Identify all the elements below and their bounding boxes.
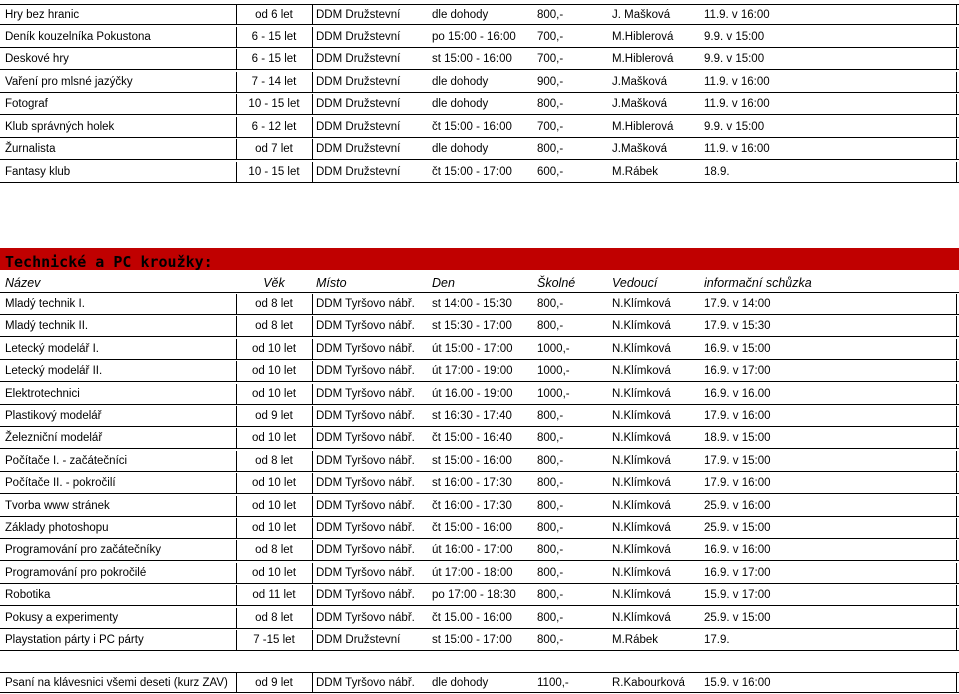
pc-row-cell-0: Základy photoshopu — [5, 522, 109, 534]
pc-row-cell-1: od 10 let — [251, 343, 297, 355]
last-row-cell-5: R.Kabourková — [612, 677, 685, 689]
pc-row-cell-1: od 10 let — [251, 432, 297, 444]
column-divider — [312, 27, 313, 47]
top-row-cell-6: 11.9. v 16:00 — [704, 98, 770, 110]
column-divider — [236, 361, 237, 381]
top-row-cell-0: Vaření pro mlsné jazýčky — [5, 76, 133, 88]
column-header-row — [0, 272, 959, 293]
pc-row-cell-0: Plastikový modelář — [5, 410, 102, 422]
pc-row-cell-6: 16.9. v 17:00 — [704, 365, 771, 377]
pc-row-cell-4: 800,- — [537, 477, 564, 489]
column-divider — [312, 540, 313, 560]
table-row — [0, 608, 959, 629]
pc-row-cell-5: N.Klímková — [612, 388, 671, 400]
column-divider — [956, 384, 957, 404]
pc-row-cell-6: 17.9. v 14:00 — [704, 298, 771, 310]
top-row-cell-0: Fotograf — [5, 98, 48, 110]
pc-row-cell-6: 16.9. v 17:00 — [704, 567, 771, 579]
pc-row-cell-5: N.Klímková — [612, 455, 671, 467]
pc-row-cell-4: 800,- — [537, 298, 564, 310]
column-divider — [236, 72, 237, 92]
pc-row-cell-2: DDM Tyršovo nábř. — [316, 388, 415, 400]
pc-row-cell-3: út 15:00 - 17:00 — [432, 343, 513, 355]
pc-row-cell-6: 17.9. v 15:00 — [704, 455, 771, 467]
column-divider — [236, 563, 237, 583]
top-row-cell-1: 6 - 15 let — [251, 53, 297, 65]
column-divider — [956, 339, 957, 359]
table-row — [0, 4, 959, 25]
column-divider — [312, 94, 313, 114]
column-divider — [956, 361, 957, 381]
pc-row-cell-3: út 17:00 - 18:00 — [432, 567, 513, 579]
pc-row-cell-5: N.Klímková — [612, 298, 671, 310]
column-divider — [956, 117, 957, 137]
pc-row-cell-6: 17.9. v 16:00 — [704, 410, 771, 422]
pc-row-cell-3: st 16:30 - 17:40 — [432, 410, 512, 422]
pc-row-cell-2: DDM Tyršovo nábř. — [316, 432, 415, 444]
top-row-cell-1: od 7 let — [255, 143, 293, 155]
pc-row-cell-0: Tvorba www stránek — [5, 500, 110, 512]
column-divider — [312, 406, 313, 426]
pc-row-cell-1: od 10 let — [251, 388, 297, 400]
top-row-cell-6: 11.9. v 16:00 — [704, 143, 770, 155]
top-row-cell-6: 18.9. — [704, 166, 730, 178]
column-divider — [956, 27, 957, 47]
table-row — [0, 384, 959, 405]
pc-row-cell-5: N.Klímková — [612, 544, 671, 556]
pc-row-cell-6: 17.9. v 15:30 — [704, 320, 771, 332]
top-row-cell-2: DDM Družstevní — [316, 31, 401, 43]
column-divider — [236, 339, 237, 359]
pc-row-cell-2: DDM Tyršovo nábř. — [316, 365, 415, 377]
column-divider — [236, 94, 237, 114]
pc-row-cell-1: od 10 let — [251, 567, 297, 579]
column-divider — [236, 585, 237, 605]
column-divider — [312, 608, 313, 628]
top-row-cell-3: dle dohody — [432, 9, 489, 21]
pc-row-cell-4: 800,- — [537, 567, 564, 579]
top-row-cell-2: DDM Družstevní — [316, 121, 401, 133]
pc-row-cell-0: Playstation párty i PC párty — [5, 634, 144, 646]
top-row-cell-6: 11.9. v 16:00 — [704, 76, 770, 88]
pc-row-cell-3: po 17:00 - 18:30 — [432, 589, 516, 601]
top-row-cell-2: DDM Družstevní — [316, 143, 401, 155]
column-divider — [956, 563, 957, 583]
pc-row-cell-2: DDM Tyršovo nábř. — [316, 298, 415, 310]
column-divider — [312, 563, 313, 583]
column-divider — [956, 518, 957, 538]
pc-row-cell-4: 800,- — [537, 410, 564, 422]
column-divider — [956, 673, 957, 692]
pc-row-cell-5: M.Rábek — [612, 634, 659, 646]
column-divider — [236, 473, 237, 493]
top-row-cell-5: J. Mašková — [612, 9, 671, 21]
pc-row-cell-6: 17.9. v 16:00 — [704, 477, 771, 489]
table-row — [0, 162, 959, 183]
last-row-cell-1: od 9 let — [255, 677, 293, 689]
pc-row-cell-2: DDM Tyršovo nábř. — [316, 477, 415, 489]
column-divider — [956, 5, 957, 24]
pc-row-cell-5: N.Klímková — [612, 477, 671, 489]
pc-row-cell-5: N.Klímková — [612, 410, 671, 422]
column-divider — [956, 139, 957, 159]
top-row-cell-1: 10 - 15 let — [248, 98, 300, 110]
top-row-cell-5: J.Mašková — [612, 98, 667, 110]
pc-row-cell-0: Elektrotechnici — [5, 388, 80, 400]
column-divider — [956, 162, 957, 182]
column-divider — [956, 406, 957, 426]
pc-row-cell-3: st 15:30 - 17:00 — [432, 320, 512, 332]
pc-row-cell-5: N.Klímková — [612, 365, 671, 377]
top-row-cell-5: M.Hiblerová — [612, 121, 674, 133]
pc-row-cell-6: 17.9. — [704, 634, 730, 646]
pc-row-cell-2: DDM Tyršovo nábř. — [316, 455, 415, 467]
column-divider — [236, 27, 237, 47]
top-row-cell-1: 6 - 15 let — [251, 31, 297, 43]
table-row — [0, 563, 959, 584]
pc-row-cell-6: 25.9. v 16:00 — [704, 500, 771, 512]
pc-row-cell-1: od 10 let — [251, 365, 297, 377]
last-row-cell-0: Psaní na klávesnici všemi deseti (kurz ZAV) — [5, 677, 228, 689]
top-row-cell-0: Deník kouzelníka Pokustona — [5, 31, 151, 43]
table-row — [0, 451, 959, 472]
top-row-cell-6: 9.9. v 15:00 — [704, 121, 765, 133]
table-row — [0, 518, 959, 539]
column-divider — [236, 673, 237, 692]
pc-row-cell-4: 1000,- — [537, 388, 570, 400]
pc-row-cell-0: Programování pro pokročilé — [5, 567, 147, 579]
top-row-cell-4: 900,- — [537, 76, 564, 88]
column-divider — [312, 473, 313, 493]
pc-row-cell-0: Mladý technik II. — [5, 320, 89, 332]
column-divider — [956, 294, 957, 314]
top-row-cell-3: čt 15:00 - 16:00 — [432, 121, 512, 133]
top-row-cell-5: J.Mašková — [612, 76, 667, 88]
pc-row-cell-1: od 8 let — [255, 455, 293, 467]
column-divider — [312, 139, 313, 159]
pc-row-cell-3: st 15:00 - 16:00 — [432, 455, 512, 467]
top-row-cell-2: DDM Družstevní — [316, 98, 401, 110]
pc-row-cell-5: N.Klímková — [612, 567, 671, 579]
column-divider — [312, 451, 313, 471]
column-divider — [956, 608, 957, 628]
top-row-cell-4: 700,- — [537, 31, 564, 43]
pc-row-cell-5: N.Klímková — [612, 589, 671, 601]
top-row-cell-4: 600,- — [537, 166, 564, 178]
pc-row-cell-0: Programování pro začátečníky — [5, 544, 161, 556]
pc-row-cell-4: 800,- — [537, 589, 564, 601]
pc-row-cell-3: čt 16:00 - 17:30 — [432, 500, 512, 512]
column-divider — [236, 540, 237, 560]
column-divider — [956, 585, 957, 605]
table-row — [0, 473, 959, 494]
table-row — [0, 339, 959, 360]
pc-row-cell-2: DDM Tyršovo nábř. — [316, 589, 415, 601]
table-row — [0, 294, 959, 315]
column-divider — [312, 361, 313, 381]
column-divider — [236, 384, 237, 404]
column-divider — [312, 294, 313, 314]
column-divider — [312, 428, 313, 448]
column-divider — [956, 94, 957, 114]
table-row — [0, 49, 959, 70]
pc-row-cell-4: 1000,- — [537, 365, 570, 377]
pc-row-cell-0: Robotika — [5, 589, 51, 601]
column-divider — [312, 630, 313, 650]
column-divider — [956, 630, 957, 650]
pc-row-cell-5: N.Klímková — [612, 500, 671, 512]
last-row-cell-2: DDM Tyršovo nábř. — [316, 677, 415, 689]
top-row-cell-0: Deskové hry — [5, 53, 69, 65]
table-row — [0, 361, 959, 382]
pc-row-cell-0: Počítače I. - začátečníci — [5, 455, 128, 467]
pc-row-cell-6: 25.9. v 15:00 — [704, 522, 771, 534]
top-row-cell-4: 800,- — [537, 9, 564, 21]
top-row-cell-0: Klub správných holek — [5, 121, 115, 133]
pc-row-cell-2: DDM Tyršovo nábř. — [316, 522, 415, 534]
top-row-cell-5: M.Hiblerová — [612, 31, 674, 43]
column-divider — [236, 428, 237, 448]
table-row — [0, 316, 959, 337]
pc-row-cell-6: 15.9. v 17:00 — [704, 589, 771, 601]
pc-row-cell-1: od 10 let — [251, 500, 297, 512]
column-divider — [236, 496, 237, 516]
column-divider — [312, 316, 313, 336]
pc-row-cell-0: Letecký modelář II. — [5, 365, 103, 377]
table-row — [0, 94, 959, 115]
top-row-cell-1: 10 - 15 let — [248, 166, 300, 178]
pc-row-cell-0: Pokusy a experimenty — [5, 612, 119, 624]
column-header: Školné — [537, 276, 576, 290]
pc-row-cell-2: DDM Tyršovo nábř. — [316, 544, 415, 556]
top-row-cell-5: M.Rábek — [612, 166, 659, 178]
column-divider — [956, 316, 957, 336]
table-row — [0, 540, 959, 561]
table-row — [0, 27, 959, 48]
pc-row-cell-5: N.Klímková — [612, 343, 671, 355]
pc-row-cell-2: DDM Tyršovo nábř. — [316, 410, 415, 422]
pc-row-cell-1: 7 -15 let — [253, 634, 295, 646]
top-row-cell-2: DDM Družstevní — [316, 76, 401, 88]
pc-row-cell-6: 18.9. v 15:00 — [704, 432, 771, 444]
column-divider — [956, 428, 957, 448]
pc-row-cell-0: Mladý technik I. — [5, 298, 85, 310]
pc-row-cell-6: 16.9. v 16.00 — [704, 388, 771, 400]
pc-row-cell-2: DDM Tyršovo nábř. — [316, 567, 415, 579]
pc-row-cell-4: 800,- — [537, 634, 564, 646]
pc-row-cell-3: čt 15:00 - 16:40 — [432, 432, 512, 444]
last-row-cell-3: dle dohody — [432, 677, 489, 689]
column-header: informační schůzka — [704, 276, 812, 290]
column-divider — [312, 496, 313, 516]
pc-row-cell-3: út 16:00 - 17:00 — [432, 544, 513, 556]
top-row-cell-0: Fantasy klub — [5, 166, 71, 178]
pc-row-cell-1: od 9 let — [255, 410, 293, 422]
top-row-cell-1: 7 - 14 let — [251, 76, 297, 88]
pc-row-cell-0: Počítače II. - pokročilí — [5, 477, 116, 489]
table-row — [0, 139, 959, 160]
section-title: Technické a PC kroužky: — [5, 253, 213, 271]
column-divider — [236, 316, 237, 336]
last-row-cell-4: 1100,- — [537, 677, 569, 689]
column-header: Věk — [263, 276, 285, 290]
column-divider — [236, 608, 237, 628]
top-row-cell-2: DDM Družstevní — [316, 9, 401, 21]
table-row — [0, 428, 959, 449]
table-row — [0, 72, 959, 93]
pc-row-cell-4: 800,- — [537, 612, 564, 624]
pc-row-cell-4: 1000,- — [537, 343, 570, 355]
column-divider — [956, 72, 957, 92]
pc-row-cell-3: út 17:00 - 19:00 — [432, 365, 513, 377]
table-row — [0, 585, 959, 606]
column-divider — [956, 496, 957, 516]
top-row-cell-3: po 15:00 - 16:00 — [432, 31, 516, 43]
column-divider — [312, 673, 313, 692]
top-row-cell-3: dle dohody — [432, 143, 489, 155]
pc-row-cell-6: 16.9. v 15:00 — [704, 343, 771, 355]
top-row-cell-3: dle dohody — [432, 76, 489, 88]
top-row-cell-1: od 6 let — [255, 9, 293, 21]
column-divider — [236, 294, 237, 314]
column-divider — [312, 72, 313, 92]
pc-row-cell-3: čt 15.00 - 16:00 — [432, 612, 512, 624]
pc-row-cell-4: 800,- — [537, 320, 564, 332]
column-header: Den — [432, 276, 455, 290]
table-row — [0, 672, 959, 693]
pc-row-cell-1: od 8 let — [255, 612, 293, 624]
pc-row-cell-5: N.Klímková — [612, 522, 671, 534]
top-row-cell-4: 700,- — [537, 53, 564, 65]
pc-row-cell-0: Letecký modelář I. — [5, 343, 99, 355]
pc-row-cell-3: st 16:00 - 17:30 — [432, 477, 512, 489]
table-row — [0, 496, 959, 517]
column-divider — [312, 117, 313, 137]
pc-row-cell-3: út 16.00 - 19:00 — [432, 388, 513, 400]
pc-row-cell-1: od 11 let — [252, 589, 296, 601]
column-divider — [236, 5, 237, 24]
top-row-cell-0: Žurnalista — [5, 143, 56, 155]
top-row-cell-3: dle dohody — [432, 98, 489, 110]
pc-row-cell-2: DDM Tyršovo nábř. — [316, 612, 415, 624]
column-divider — [236, 451, 237, 471]
top-row-cell-2: DDM Družstevní — [316, 53, 401, 65]
pc-row-cell-5: N.Klímková — [612, 612, 671, 624]
column-header: Místo — [316, 276, 347, 290]
pc-row-cell-0: Železniční modelář — [5, 432, 103, 444]
column-divider — [956, 540, 957, 560]
column-divider — [312, 585, 313, 605]
top-row-cell-6: 9.9. v 15:00 — [704, 53, 765, 65]
column-divider — [312, 339, 313, 359]
pc-row-cell-6: 16.9. v 16:00 — [704, 544, 771, 556]
table-row — [0, 630, 959, 651]
table-row — [0, 117, 959, 138]
column-divider — [312, 49, 313, 69]
pc-row-cell-2: DDM Tyršovo nábř. — [316, 343, 415, 355]
column-divider — [236, 139, 237, 159]
pc-row-cell-4: 800,- — [537, 455, 564, 467]
pc-row-cell-4: 800,- — [537, 432, 564, 444]
top-row-cell-4: 700,- — [537, 121, 564, 133]
pc-row-cell-6: 25.9. v 15:00 — [704, 612, 771, 624]
pc-row-cell-3: čt 15:00 - 16:00 — [432, 522, 512, 534]
column-divider — [312, 5, 313, 24]
column-divider — [956, 473, 957, 493]
column-divider — [236, 518, 237, 538]
top-row-cell-3: čt 15:00 - 17:00 — [432, 166, 512, 178]
column-divider — [956, 49, 957, 69]
column-divider — [236, 406, 237, 426]
pc-row-cell-2: DDM Družstevní — [316, 634, 401, 646]
pc-row-cell-5: N.Klímková — [612, 432, 671, 444]
top-row-cell-4: 800,- — [537, 143, 564, 155]
pc-row-cell-2: DDM Tyršovo nábř. — [316, 320, 415, 332]
pc-row-cell-4: 800,- — [537, 500, 564, 512]
top-row-cell-6: 11.9. v 16:00 — [704, 9, 770, 21]
pc-row-cell-1: od 10 let — [251, 477, 297, 489]
pc-row-cell-1: od 10 let — [251, 522, 297, 534]
column-divider — [312, 518, 313, 538]
column-divider — [236, 162, 237, 182]
column-divider — [312, 162, 313, 182]
column-divider — [236, 630, 237, 650]
pc-row-cell-1: od 8 let — [255, 320, 293, 332]
column-divider — [236, 49, 237, 69]
last-row-cell-6: 15.9. v 16:00 — [704, 677, 771, 689]
pc-row-cell-4: 800,- — [537, 522, 564, 534]
pc-row-cell-3: st 14:00 - 15:30 — [432, 298, 512, 310]
top-row-cell-1: 6 - 12 let — [251, 121, 297, 133]
top-row-cell-2: DDM Družstevní — [316, 166, 401, 178]
top-row-cell-5: J.Mašková — [612, 143, 667, 155]
top-row-cell-5: M.Hiblerová — [612, 53, 674, 65]
column-header: Název — [5, 276, 41, 290]
pc-row-cell-2: DDM Tyršovo nábř. — [316, 500, 415, 512]
top-row-cell-3: st 15:00 - 16:00 — [432, 53, 512, 65]
table-row — [0, 406, 959, 427]
column-header: Vedoucí — [612, 276, 658, 290]
pc-row-cell-4: 800,- — [537, 544, 564, 556]
column-divider — [312, 384, 313, 404]
top-row-cell-6: 9.9. v 15:00 — [704, 31, 765, 43]
column-divider — [956, 451, 957, 471]
pc-row-cell-1: od 8 let — [255, 298, 293, 310]
pc-row-cell-3: st 15:00 - 17:00 — [432, 634, 512, 646]
top-row-cell-0: Hry bez hranic — [5, 9, 80, 21]
pc-row-cell-1: od 8 let — [255, 544, 293, 556]
top-row-cell-4: 800,- — [537, 98, 564, 110]
pc-row-cell-5: N.Klímková — [612, 320, 671, 332]
column-divider — [236, 117, 237, 137]
